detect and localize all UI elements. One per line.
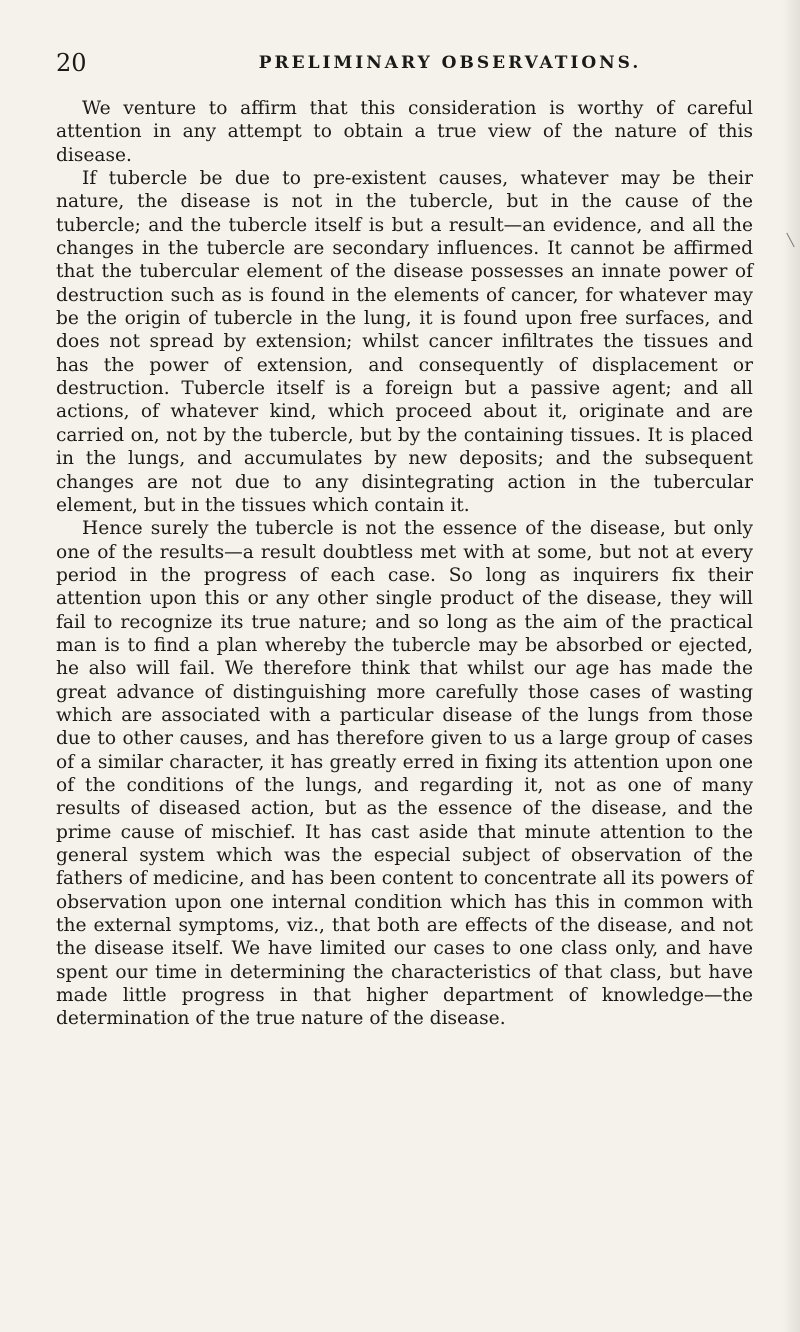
paragraph-3: Hence surely the tubercle is not the essence of the disease, but only one of the results—a result doubtless met with at some, but not at every period in the progress of each case. So long as inquirers fix their attention upon this or any other single product of the disease, they will fail to recognize its true nature; and so long as the aim of the practical man is to find a plan whereby the tubercle may be absorbed or ejected, he also will fail. We therefore think that whilst our age has made the great advance of distinguishing more carefully those cases of wasting which are associated with a particular disease of the lungs from those due to other causes, and has therefore given to us a large group of cases of a similar character, it has greatly erred in fixing its attention upon one of the conditions of the lungs, and regarding it, not as one of many results of diseased action, but as the essence of the disease, and the prime cause of mischief. It has cast aside that minute attention to the general system which was the especial subject of observation of the fathers of medicine, and has been content to concentrate all its powers of observation upon one internal condition which has this in common with the external symptoms, viz., that both are effects of the disease, and not the disease itself. We have limited our cases to one class only, and have spent our time in determining the characteristics of that class, but have made little progress in that higher department of knowledge—the determination of the true nature of the disease.	[56, 518, 753, 1030]
page-edge-shadow	[782, 0, 800, 1332]
page-header	[56, 46, 746, 80]
running-head: PRELIMINARY OBSERVATIONS.	[258, 53, 642, 73]
body-text	[56, 97, 753, 1031]
page-number: 20	[56, 49, 87, 77]
paragraph-1: We venture to affirm that this consideration is worthy of careful attention in any attempt to obtain a true view of the nature of this disease.	[56, 98, 753, 166]
paragraph-2: If tubercle be due to pre-existent causes, whatever may be their nature, the disease is not in the tubercle, but in the cause of the tubercle; and the tubercle itself is but a result—an evidence, and all the changes in the tubercle are secondary influences. It cannot be affirmed that the tubercular element of the disease possesses an innate power of destruction such as is found in the elements of cancer, for whatever may be the origin of tubercle in the lung, it is found upon free surfaces, and does not spread by extension; whilst cancer infiltrates the tissues and has the power of extension, and consequently of displacement or destruction. Tubercle itself is a foreign but a passive agent; and all actions, of whatever kind, which proceed about it, originate and are carried on, not by the tubercle, but by the containing tissues. It is placed in the lungs, and accumulates by new deposits; and the subsequent changes are not due to any disintegrating action in the tubercular element, but in the tissues which contain it.	[56, 168, 753, 516]
